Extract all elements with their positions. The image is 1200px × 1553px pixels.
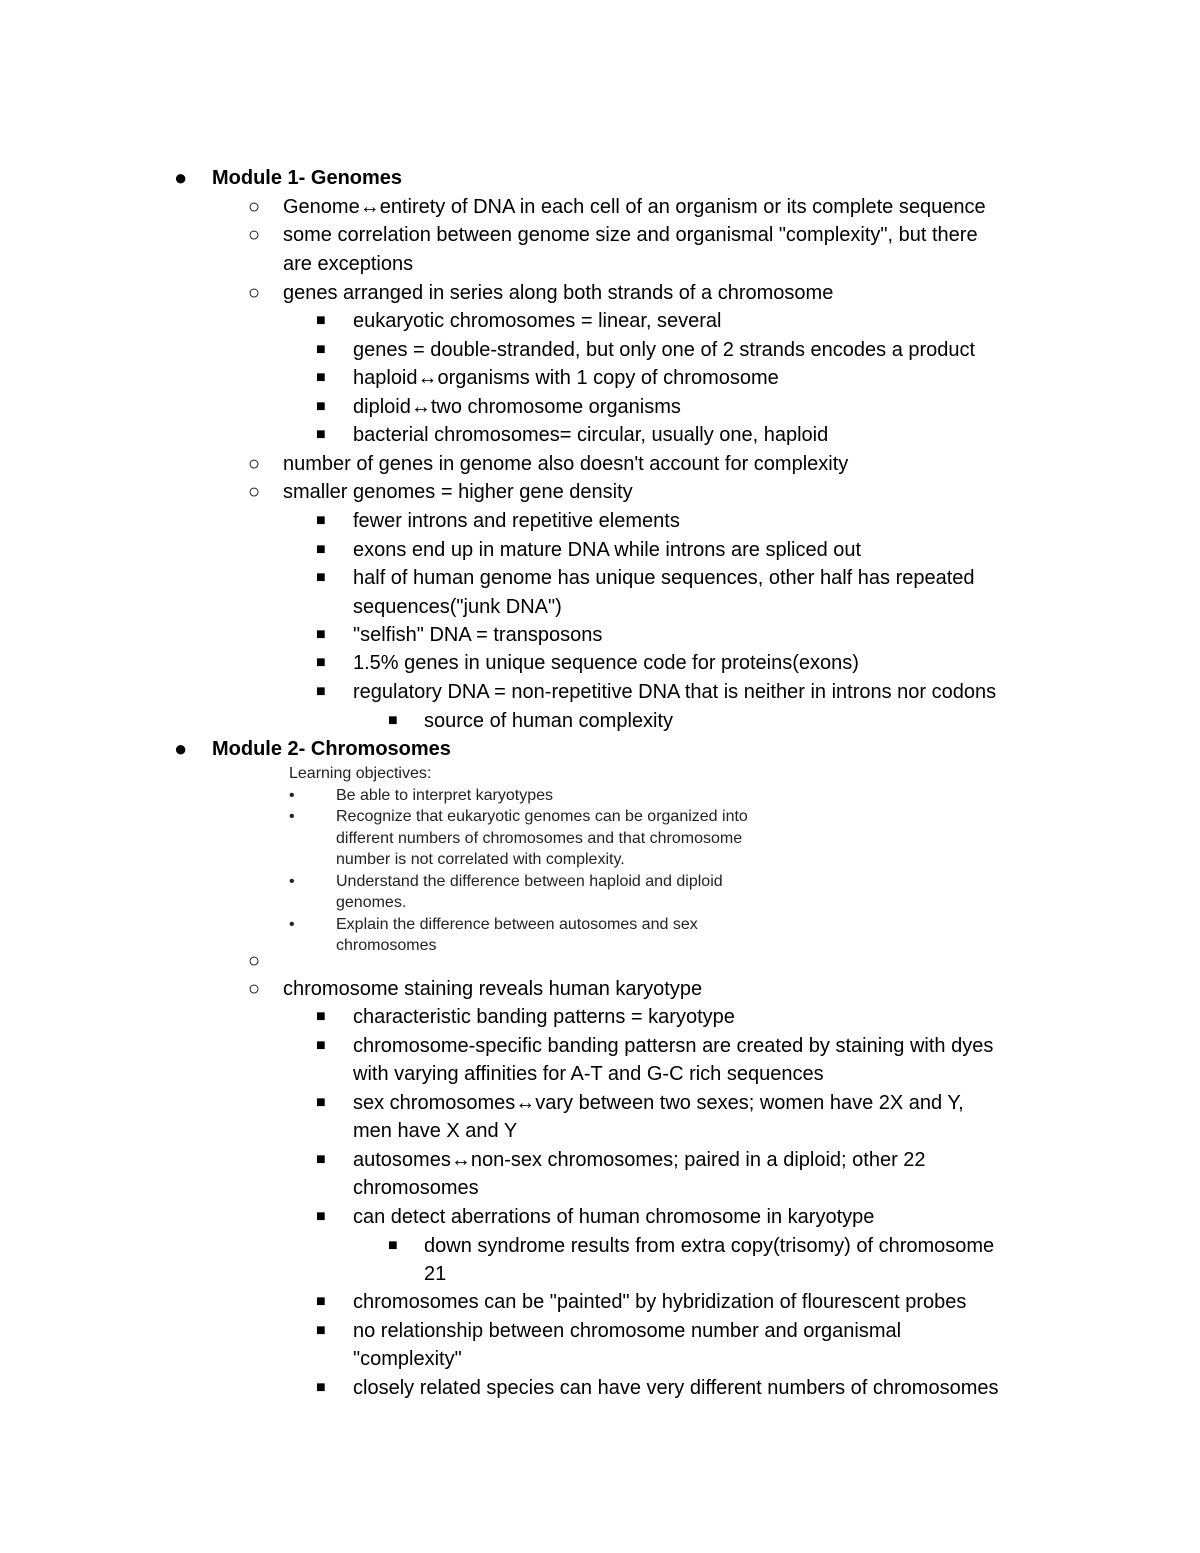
objective-line: number is not correlated with complexity. xyxy=(336,851,625,868)
list-item: 1.5% genes in unique sequence code for proteins(exons) xyxy=(353,652,859,674)
list-item-continuation: "complexity" xyxy=(353,1348,462,1370)
level3-bullet: ■ xyxy=(316,1379,326,1396)
objective-bullet: • xyxy=(289,787,295,804)
level2-bullet: ○ xyxy=(248,282,261,304)
list-item: half of human genome has unique sequences, other half has repeated xyxy=(353,567,975,589)
list-item: sex chromosomes↔vary between two sexes; women have 2X and Y, xyxy=(353,1092,964,1114)
level3-bullet: ■ xyxy=(316,1094,326,1111)
level3-bullet: ■ xyxy=(316,626,326,643)
list-item-continuation: with varying affinities for A-T and G-C rich sequences xyxy=(353,1063,824,1085)
level3-bullet: ■ xyxy=(316,654,326,671)
level2-bullet: ○ xyxy=(248,481,261,503)
list-item: haploid↔organisms with 1 copy of chromosome xyxy=(353,367,779,389)
objective-line: different numbers of chromosomes and that chromosome xyxy=(336,830,743,847)
list-item: regulatory DNA = non-repetitive DNA that is neither in introns nor codons xyxy=(353,681,997,703)
list-item: exons end up in mature DNA while introns are spliced out xyxy=(353,539,862,561)
level3-bullet: ■ xyxy=(316,683,326,700)
objective-bullet: • xyxy=(289,916,295,933)
level2-bullet-empty: ○ xyxy=(248,950,261,972)
level3-bullet: ■ xyxy=(316,1322,326,1339)
objective-line: genomes. xyxy=(336,894,407,911)
level1-bullet: ● xyxy=(174,736,188,761)
module1-title: Module 1- Genomes xyxy=(212,167,403,189)
level4-bullet: ■ xyxy=(388,1237,398,1254)
level2-bullet: ○ xyxy=(248,196,261,218)
list-item: chromosomes can be "painted" by hybridization of flourescent probes xyxy=(353,1291,967,1313)
level3-bullet: ■ xyxy=(316,1008,326,1025)
objective-line: Recognize that eukaryotic genomes can be organized into xyxy=(336,808,748,825)
list-item: fewer introns and repetitive elements xyxy=(353,510,680,532)
level4-bullet: ■ xyxy=(388,712,398,729)
objective-bullet: • xyxy=(289,873,295,890)
level2-bullet: ○ xyxy=(248,224,261,246)
list-item: bacterial chromosomes= circular, usually one, haploid xyxy=(353,424,829,446)
level3-bullet: ■ xyxy=(316,1151,326,1168)
list-item: closely related species can have very different numbers of chromosomes xyxy=(353,1377,999,1399)
list-item-continuation: chromosomes xyxy=(353,1177,479,1199)
objective-line: Be able to interpret karyotypes xyxy=(336,787,554,804)
list-item: Genome↔entirety of DNA in each cell of an organism or its complete sequence xyxy=(283,196,986,218)
module2-title: Module 2- Chromosomes xyxy=(212,738,451,760)
list-item: chromosome-specific banding pattersn are created by staining with dyes xyxy=(353,1035,994,1057)
list-item: genes = double-stranded, but only one of 2 strands encodes a product xyxy=(353,339,976,361)
objective-line: Understand the difference between haploid and diploid xyxy=(336,873,723,890)
list-item: autosomes↔non-sex chromosomes; paired in a diploid; other 22 xyxy=(353,1149,926,1171)
level3-bullet: ■ xyxy=(316,369,326,386)
list-item: smaller genomes = higher gene density xyxy=(283,481,633,503)
list-item: number of genes in genome also doesn't account for complexity xyxy=(283,453,849,475)
level3-bullet: ■ xyxy=(316,541,326,558)
list-item: can detect aberrations of human chromosome in karyotype xyxy=(353,1206,875,1228)
level3-bullet: ■ xyxy=(316,398,326,415)
objectives-heading: Learning objectives: xyxy=(289,765,432,782)
level2-bullet: ○ xyxy=(248,453,261,475)
list-item: diploid↔two chromosome organisms xyxy=(353,396,681,418)
level3-bullet: ■ xyxy=(316,512,326,529)
list-item-continuation: 21 xyxy=(424,1263,447,1285)
level3-bullet: ■ xyxy=(316,1037,326,1054)
level3-bullet: ■ xyxy=(316,426,326,443)
list-item: chromosome staining reveals human karyotype xyxy=(283,978,703,1000)
list-item: eukaryotic chromosomes = linear, several xyxy=(353,310,722,332)
list-item-continuation: sequences("junk DNA") xyxy=(353,596,562,618)
level3-bullet: ■ xyxy=(316,1293,326,1310)
objective-line: Explain the difference between autosomes and sex xyxy=(336,916,698,933)
objective-line: chromosomes xyxy=(336,937,437,954)
level3-bullet: ■ xyxy=(316,569,326,586)
list-item: some correlation between genome size and organismal "complexity", but there xyxy=(283,224,978,246)
list-item-continuation: men have X and Y xyxy=(353,1120,518,1142)
list-item-continuation: are exceptions xyxy=(283,253,414,275)
objective-bullet: • xyxy=(289,808,295,825)
level1-bullet: ● xyxy=(174,165,188,190)
level3-bullet: ■ xyxy=(316,1208,326,1225)
list-item: "selfish" DNA = transposons xyxy=(353,624,603,646)
level3-bullet: ■ xyxy=(316,312,326,329)
level2-bullet: ○ xyxy=(248,978,261,1000)
list-item: characteristic banding patterns = karyotype xyxy=(353,1006,735,1028)
list-item: down syndrome results from extra copy(trisomy) of chromosome xyxy=(424,1235,995,1257)
list-item: no relationship between chromosome number and organismal xyxy=(353,1320,902,1342)
list-item: genes arranged in series along both strands of a chromosome xyxy=(283,282,834,304)
list-item: source of human complexity xyxy=(424,710,674,732)
level3-bullet: ■ xyxy=(316,341,326,358)
